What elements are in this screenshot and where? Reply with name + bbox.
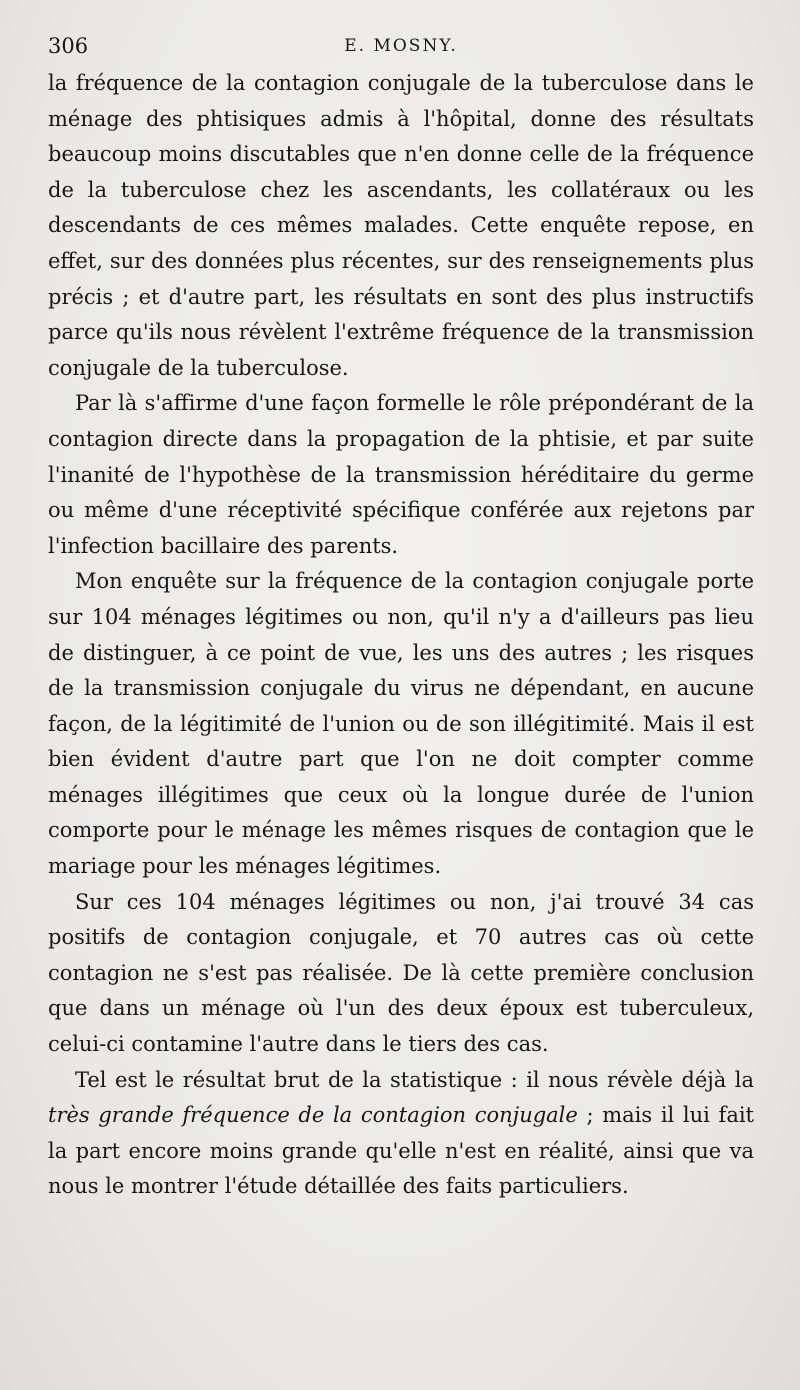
paragraph-5-start: Tel est le résultat brut de la statistique : il nous révèle déjà la xyxy=(75,1067,754,1092)
body-text xyxy=(48,66,754,1205)
page-number: 306 xyxy=(48,34,89,58)
paragraph-5 xyxy=(48,1063,754,1205)
running-head xyxy=(48,32,754,66)
paragraph-2: Par là s'affirme d'une façon formelle le rôle prépondérant de la contagion directe dans la propagation de la phtisie, et par suite l'inanité de l'hypothèse de la transmission héréditaire du germe ou même d'une réceptivité spécifique conférée aux rejetons par l'infection bacillaire des parents. xyxy=(48,391,754,558)
paragraph-1: la fréquence de la contagion conjugale de la tuberculose dans le ménage des phtisiques admis à l'hôpital, donne des résultats beaucoup moins discutables que n'en donne celle de la fréquence de la tuberculose chez les ascendants, les collatéraux ou les descendants de ces mêmes malades. Cette enquête repose, en effet, sur des données plus récentes, sur des renseignements plus précis ; et d'autre part, les résultats en sont des plus instructifs parce qu'ils nous révèlent l'extrême fréquence de la transmission conjugale de la tuberculose. xyxy=(48,71,754,380)
header-author: E. MOSNY. xyxy=(344,36,458,56)
paragraph-3: Mon enquête sur la fréquence de la contagion conjugale porte sur 104 ménages légitimes ou non, qu'il n'y a d'ailleurs pas lieu de distinguer, à ce point de vue, les uns des autres ; les risques de la transmission conjugale du virus ne dépendant, en aucune façon, de la légitimité de l'union ou de son illégitimité. Mais il est bien évident d'autre part que l'on ne doit compter comme ménages illégitimes que ceux où la longue durée de l'union comporte pour le ménage les mêmes risques de contagion que le mariage pour les ménages légitimes. xyxy=(48,569,754,879)
emphasized-phrase: très grande fréquence de la contagion conjugale xyxy=(48,1103,578,1128)
paragraph-4: Sur ces 104 ménages légitimes ou non, j'ai trouvé 34 cas positifs de contagion conjugale, et 70 autres cas où cette contagion ne s'est pas réalisée. De là cette première conclusion que dans un ménage où l'un des deux époux est tuberculeux, celui-ci contamine l'autre dans le tiers des cas. xyxy=(48,889,754,1057)
paragraph-5-end: ; mais il lui fait la part encore moins grande qu'elle n'est en réalité, ainsi que va nous le montrer l'étude détaillée des faits particuliers. xyxy=(48,1103,755,1199)
